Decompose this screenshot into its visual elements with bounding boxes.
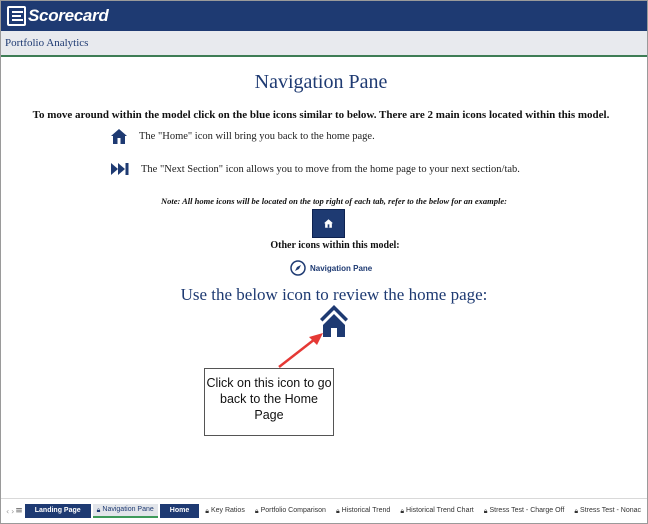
scorecard-logo-icon <box>7 6 26 26</box>
tab-portfolio-comparison[interactable]: 🔒︎ Portfolio Comparison <box>251 504 330 518</box>
chevron-right-icon[interactable]: › <box>11 506 15 516</box>
lock-icon: 🔒︎ <box>574 507 579 515</box>
home-icon <box>324 219 333 228</box>
subtitle-bar <box>1 31 647 57</box>
intro-text: To move around within the model click on the blue icons similar to below. There are 2 main icons located within this model. <box>32 109 610 121</box>
tab-stress-test-nonaccrual[interactable]: 🔒︎ Stress Test - Nonac <box>570 504 645 518</box>
lock-icon: 🔒︎ <box>96 506 101 514</box>
page-title: Navigation Pane <box>254 71 388 93</box>
compass-icon <box>290 260 306 276</box>
tab-stress-test-charge-off[interactable]: 🔒︎ Stress Test - Charge Off <box>480 504 569 518</box>
lock-icon: 🔒︎ <box>254 507 259 515</box>
home-icon-note: Note: All home icons will be located on the top right of each tab, refer to the below for an example: <box>160 196 508 206</box>
review-home-instruction: Use the below icon to review the home page: <box>180 285 488 304</box>
tab-historical-trend[interactable]: 🔒︎ Historical Trend <box>332 504 394 518</box>
home-icon[interactable] <box>111 129 127 144</box>
tab-landing-page[interactable]: Landing Page <box>25 504 91 518</box>
next-section-row <box>111 163 520 175</box>
lock-icon: 🔒︎ <box>205 507 209 515</box>
callout-arrow <box>271 330 327 370</box>
sheet-tabs-bar <box>1 498 647 523</box>
callout-box: Click on this icon to go back to the Home Page <box>204 368 334 436</box>
next-section-icon[interactable] <box>111 163 129 175</box>
navigation-pane-label: Navigation Pane <box>310 263 373 273</box>
lock-icon: 🔒︎ <box>483 507 488 515</box>
tab-navigation-pane[interactable]: 🔒︎ Navigation Pane <box>93 504 158 518</box>
page-subtitle: Portfolio Analytics <box>5 37 89 49</box>
home-icon-description: The "Home" icon will bring you back to the home page. <box>139 131 375 142</box>
tab-key-ratios[interactable]: 🔒︎ Key Ratios <box>201 504 249 518</box>
navigation-pane-link[interactable] <box>290 260 372 276</box>
app-title: Scorecard <box>28 6 109 25</box>
sheet-list-icon[interactable]: ≡ <box>15 506 23 516</box>
lock-icon: 🔒︎ <box>400 507 405 515</box>
next-section-description: The "Next Section" icon allows you to move from the home page to your next section/tab. <box>141 163 520 175</box>
other-icons-label: Other icons within this model: <box>270 240 400 251</box>
main-content <box>1 59 647 496</box>
chevron-left-icon[interactable]: ‹ <box>5 506 10 516</box>
tab-historical-trend-chart[interactable]: 🔒︎ Historical Trend Chart <box>396 504 477 518</box>
home-button-example[interactable] <box>312 209 345 238</box>
title-bar <box>1 1 647 31</box>
tab-home[interactable]: Home <box>160 504 199 518</box>
lock-icon: 🔒︎ <box>335 507 340 515</box>
home-icon-row <box>111 129 375 144</box>
